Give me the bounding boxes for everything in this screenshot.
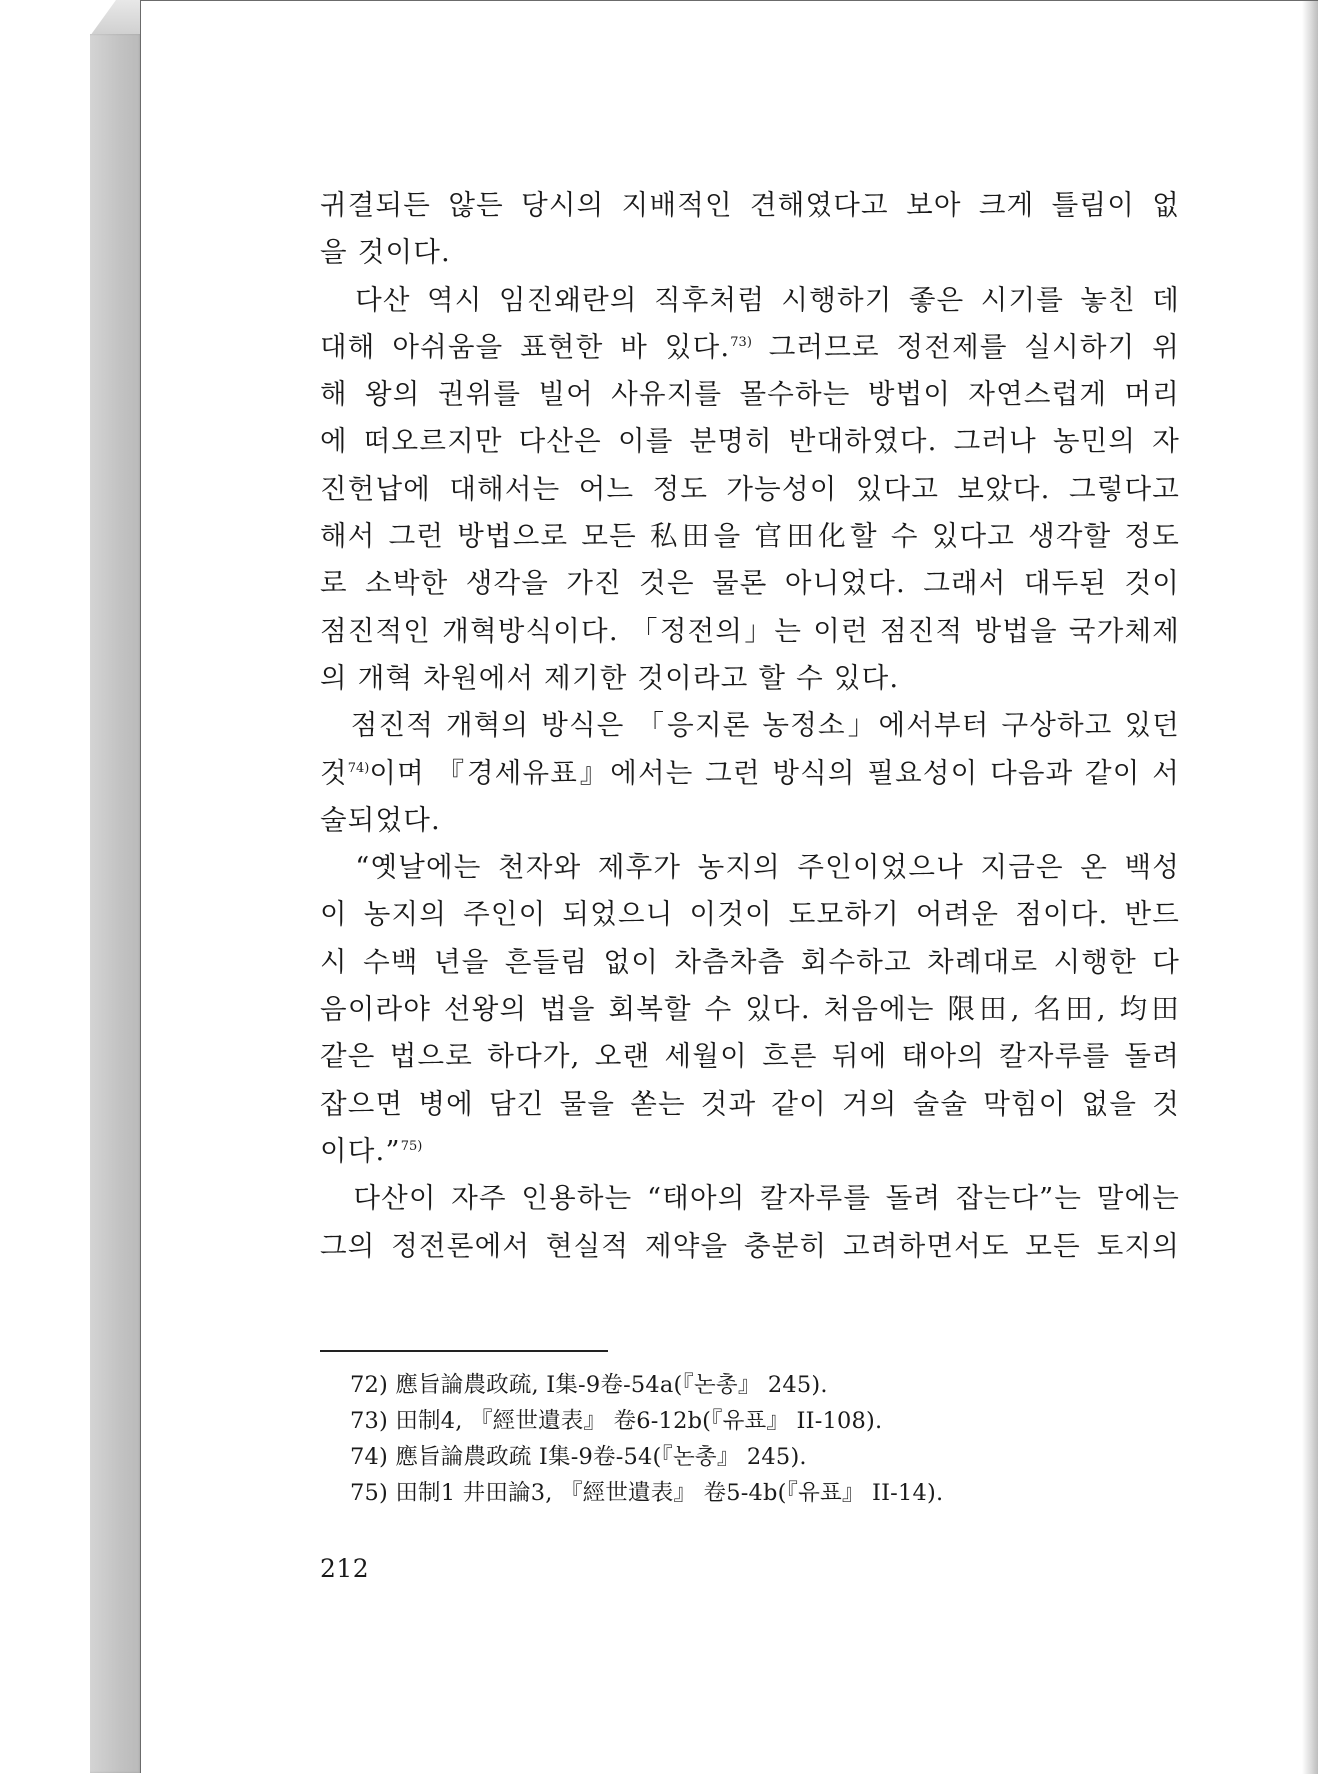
text-fragment: 다산 역시 임진왜란의 직후처럼 시행하기 좋은 시기를 놓친 데: [355, 283, 1180, 316]
footnote-74: 74) 應旨論農政疏 I集-9卷-54(『논총』 245).: [350, 1444, 807, 1470]
text-line: [320, 702, 1180, 749]
text-fragment: 이다.”: [320, 1134, 401, 1167]
text-line: 해 왕의 권위를 빌어 사유지를 몰수하는 방법이 자연스럽게 머리: [320, 378, 1180, 411]
footnotes: [350, 1367, 1110, 1511]
footnote-75: 75) 田制1 井田論3, 『經世遺表』 卷5-4b(『유표』 II-14).: [350, 1480, 944, 1506]
footnote-marker: 73): [730, 334, 752, 350]
text-line: [320, 1175, 1180, 1222]
text-line: 해서 그런 방법으로 모든 私田을 官田化할 수 있다고 생각할 정도: [320, 520, 1180, 553]
text-line: 귀결되든 않든 당시의 지배적인 견해였다고 보아 크게 틀림이 없: [320, 189, 1180, 221]
book-spine-top: [90, 0, 140, 36]
text-fragment: 이며 『경세유표』에서는 그런 방식의 필요성이 다음과 같이 서: [369, 756, 1180, 789]
text-line: [320, 324, 1180, 371]
text-line: 에 떠오르지만 다산은 이를 분명히 반대하였다. 그러나 농민의 자: [320, 425, 1180, 458]
text-line: 점진적인 개혁방식이다. 「정전의」는 이런 점진적 방법을 국가체제: [320, 614, 1180, 647]
body-text: [320, 182, 1180, 1270]
paragraph-1: [320, 182, 1180, 277]
text-line: [320, 1128, 1180, 1175]
paragraph-5: [320, 1175, 1180, 1270]
text-line: 시 수백 년을 흔들림 없이 차츰차츰 회수하고 차례대로 시행한 다: [320, 945, 1180, 978]
footnote-73: 73) 田制4, 『經世遺表』 卷6-12b(『유표』 II-108).: [350, 1408, 883, 1434]
footnote-72: 72) 應旨論農政疏, I集-9卷-54a(『논총』 245).: [350, 1372, 828, 1398]
text-fragment: 대해 아쉬움을 표현한 바 있다.: [320, 330, 731, 363]
footnote-divider: [320, 1350, 608, 1352]
paragraph-4-quote: [320, 844, 1180, 1175]
footnote-marker: 75): [400, 1138, 423, 1154]
page-edge-shadow: [1302, 1, 1318, 1774]
text-fragment: “옛날에는 천자와 제후가 농지의 주인이었으나 지금은 온 백성: [355, 851, 1180, 884]
book-spine: [90, 34, 142, 1773]
text-line: 로 소박한 생각을 가진 것은 물론 아니었다. 그래서 대두된 것이: [320, 567, 1180, 600]
paragraph-3: [320, 702, 1180, 844]
text-fragment: 점진적 개혁의 방식은 「응지론 농정소」에서부터 구상하고 있던: [350, 709, 1181, 742]
text-line: [320, 844, 1180, 891]
text-line: 이 농지의 주인이 되었으니 이것이 도모하기 어려운 점이다. 반드: [320, 898, 1180, 931]
text-line: [320, 750, 1180, 797]
text-line: [320, 277, 1180, 324]
text-line: 술되었다.: [320, 803, 442, 836]
text-line: 같은 법으로 하다가, 오랜 세월이 흐른 뒤에 태아의 칼자루를 돌려: [320, 1040, 1180, 1073]
text-line: 의 개혁 차원에서 제기한 것이라고 할 수 있다.: [320, 661, 900, 694]
text-fragment: 다산이 자주 인용하는 “태아의 칼자루를 돌려 잡는다”는 말에는: [353, 1182, 1181, 1215]
text-fragment: 것: [320, 756, 348, 789]
page-number: 212: [320, 1554, 370, 1583]
text-fragment: 그러므로 정전제를 실시하기 위: [751, 330, 1180, 363]
text-line: 진헌납에 대해서는 어느 정도 가능성이 있다고 보았다. 그렇다고: [320, 472, 1180, 505]
text-line: 잡으면 병에 담긴 물을 쏟는 것과 같이 거의 술술 막힘이 없을 것: [320, 1087, 1180, 1120]
text-line: 음이라야 선왕의 법을 회복할 수 있다. 처음에는 限田, 名田, 均田: [320, 993, 1180, 1026]
text-line: 그의 정전론에서 현실적 제약을 충분히 고려하면서도 모든 토지의: [320, 1229, 1180, 1262]
text-line: 을 것이다.: [320, 236, 451, 269]
paragraph-2: [320, 277, 1180, 703]
footnote-marker: 74): [347, 760, 370, 776]
